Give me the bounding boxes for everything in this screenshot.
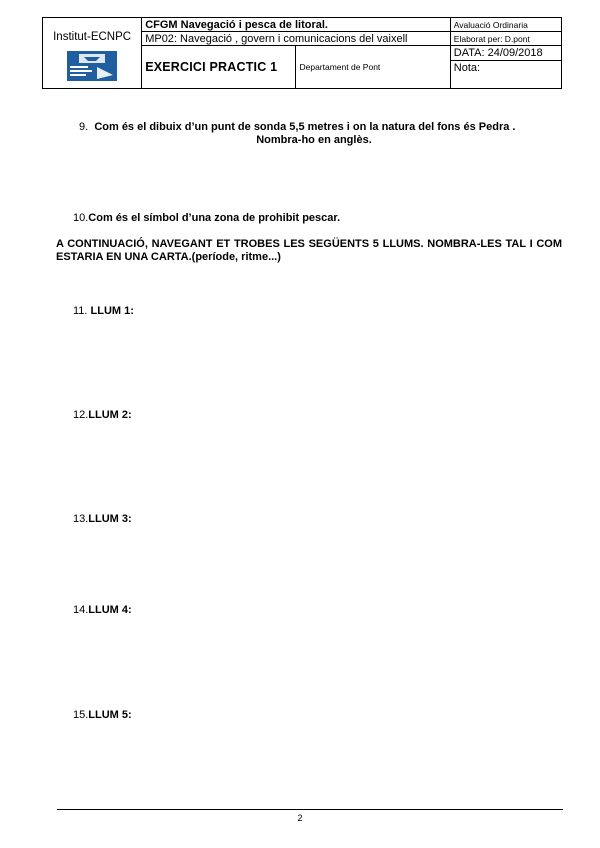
light-number: 13. [73, 513, 89, 525]
department-label: Departament de Pont [296, 46, 450, 89]
light-label: LLUM 5: [88, 709, 132, 721]
light-3 [73, 513, 132, 526]
light-number: 15. [73, 709, 89, 721]
light-label: LLUM 3: [88, 513, 132, 525]
light-number: 11. [73, 305, 88, 317]
question-number: 10. [73, 212, 89, 224]
light-number: 12. [73, 409, 89, 421]
institute-cell [43, 18, 142, 89]
footer-divider [57, 809, 563, 810]
light-label: LLUM 4: [88, 604, 132, 616]
institute-logo-icon [67, 51, 117, 81]
light-number: 14. [73, 604, 89, 616]
grade-cell [450, 46, 561, 89]
document-header [42, 17, 562, 89]
date-label: DATA: 24/09/2018 [451, 46, 561, 61]
question-9 [79, 121, 569, 134]
question-text: Com és el dibuix d’un punt de sonda 5,5 metres i on la natura del fons és Pedra . [94, 121, 516, 133]
light-1 [73, 305, 134, 318]
course-title: CFGM Navegació i pesca de litoral. [142, 18, 451, 32]
question-number: 9. [79, 121, 89, 133]
light-5 [73, 709, 132, 722]
instruction-text: A CONTINUACIÓ, NAVEGANT ET TROBES LES SEGÜENTS 5 LLUMS. NOMBRA-LES TAL I COM ESTARIA EN UNA CARTA.(període, ritme...) [56, 238, 562, 263]
evaluation-type: Avaluació Ordinaria [450, 18, 561, 32]
question-9-line2: Nombra-ho en anglès. [256, 134, 372, 146]
exercise-title: EXERCICI PRACTIC 1 [142, 46, 296, 89]
light-label: LLUM 2: [88, 409, 132, 421]
question-10 [73, 212, 340, 225]
question-text: Com és el símbol d’una zona de prohibit pescar. [88, 212, 341, 224]
header-table [42, 17, 562, 89]
light-4 [73, 604, 132, 617]
light-label: LLUM 1: [90, 305, 134, 317]
module-title: MP02: Navegació , govern i comunicacions del vaixell [142, 32, 451, 46]
institute-name: Institut-ECNPC [53, 31, 132, 43]
grade-label: Nota: [453, 62, 481, 74]
author-label: Elaborat per: D.pont [450, 32, 561, 46]
page-number: 2 [297, 813, 303, 823]
light-2 [73, 409, 132, 422]
